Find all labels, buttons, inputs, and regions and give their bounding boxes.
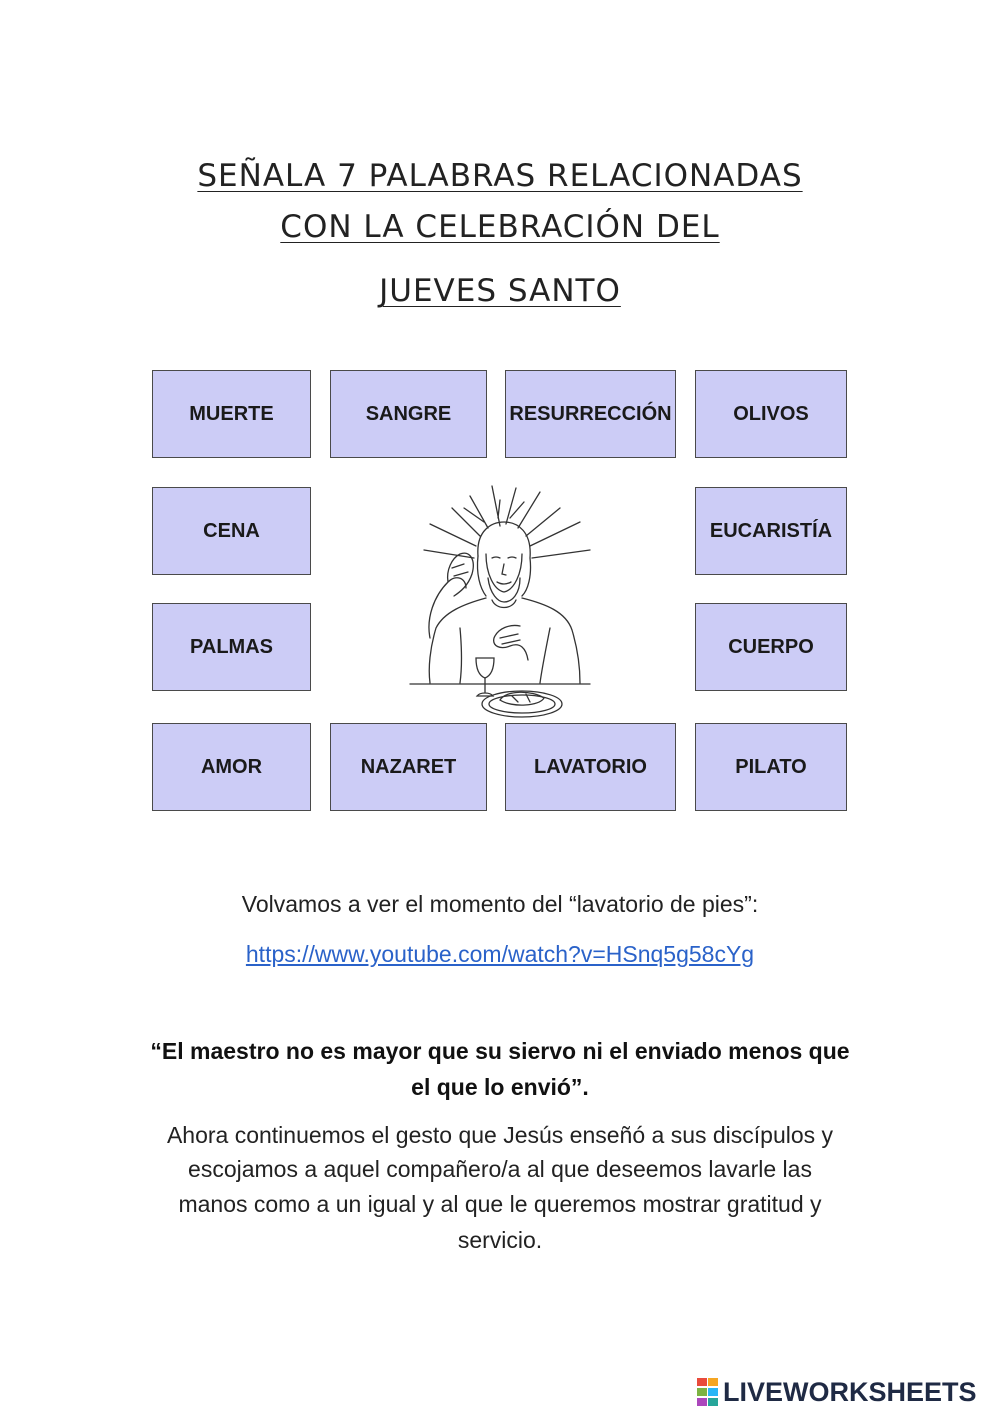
word-box-pilato[interactable]: PILATO bbox=[695, 723, 847, 811]
title-line-3: JUEVES SANTO bbox=[379, 273, 621, 309]
word-box-olivos[interactable]: OLIVOS bbox=[695, 370, 847, 458]
word-box-lavatorio[interactable]: LAVATORIO bbox=[505, 723, 676, 811]
word-box-palmas[interactable]: PALMAS bbox=[152, 603, 311, 691]
body-line-2: escojamos a aquel compañero/a al que deseemos lavarle las bbox=[188, 1156, 812, 1182]
word-box-cuerpo[interactable]: CUERPO bbox=[695, 603, 847, 691]
video-intro-text: Volvamos a ver el momento del “lavatorio de pies”: bbox=[241, 891, 759, 917]
word-box-sangre[interactable]: SANGRE bbox=[330, 370, 487, 458]
body-line-4: servicio. bbox=[457, 1227, 543, 1253]
word-box-nazaret[interactable]: NAZARET bbox=[330, 723, 487, 811]
word-box-amor[interactable]: AMOR bbox=[152, 723, 311, 811]
jesus-last-supper-illustration bbox=[400, 478, 600, 723]
youtube-link[interactable]: https://www.youtube.com/watch?v=HSnq5g58cYg bbox=[245, 941, 755, 967]
word-box-eucaristia[interactable]: EUCARISTÍA bbox=[695, 487, 847, 575]
title-line-2: CON LA CELEBRACIÓN DEL bbox=[280, 209, 720, 245]
liveworksheets-logo bbox=[697, 1375, 977, 1409]
liveworksheets-logo-icon bbox=[697, 1378, 719, 1406]
title-line-1: SEÑALA 7 PALABRAS RELACIONADAS bbox=[197, 158, 803, 194]
word-box-cena[interactable]: CENA bbox=[152, 487, 311, 575]
video-link-container bbox=[100, 937, 900, 971]
quote-line-1: “El maestro no es mayor que su siervo ni el enviado menos que bbox=[150, 1038, 850, 1064]
liveworksheets-brand-text: LIVEWORKSHEETS bbox=[723, 1376, 977, 1407]
body-line-1: Ahora continuemos el gesto que Jesús enseñó a sus discípulos y bbox=[166, 1122, 834, 1148]
body-line-3: manos como a un igual y al que le queremos mostrar gratitud y bbox=[178, 1191, 822, 1217]
quote-line-2: el que lo envió”. bbox=[411, 1074, 589, 1100]
word-box-muerte[interactable]: MUERTE bbox=[152, 370, 311, 458]
word-box-resurreccion[interactable]: RESURRECCIÓN bbox=[505, 370, 676, 458]
